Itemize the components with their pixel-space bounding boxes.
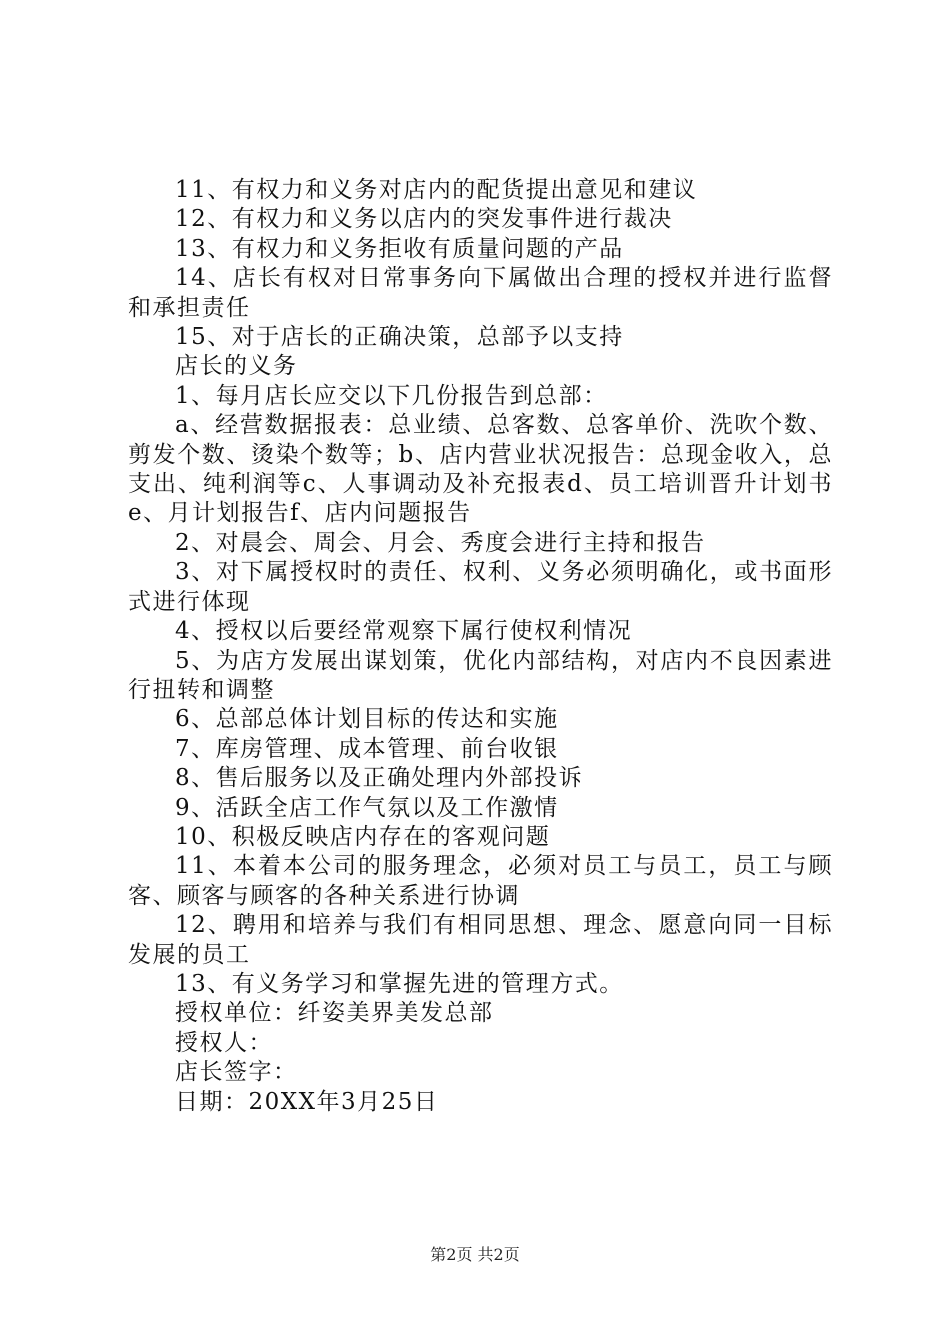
paragraph: 4、授权以后要经常观察下属行使权利情况 bbox=[175, 618, 633, 645]
paragraph: 2、对晨会、周会、月会、秀度会进行主持和报告 bbox=[175, 529, 706, 556]
date-line: 日期：20XX年3月25日 bbox=[175, 1088, 439, 1115]
authorizing-unit: 授权单位：纤姿美界美发总部 bbox=[175, 1000, 494, 1027]
section-heading: 店长的义务 bbox=[175, 353, 298, 380]
authorizer-line: 授权人： bbox=[175, 1029, 273, 1056]
paragraph: 3、对下属授权时的责任、权利、义务必须明确化，或书面形式进行体现 bbox=[128, 559, 833, 615]
paragraph: a、经营数据报表：总业绩、总客数、总客单价、洗吹个数、剪发个数、烫染个数等；b、店内营业状况报告：总现金收入，总支出、纯利润等c、人事调动及补充报表d、员工培训晋升计划书e、月计划报告f、店内问题报告 bbox=[128, 412, 833, 527]
paragraph: 1、每月店长应交以下几份报告到总部： bbox=[175, 382, 608, 409]
paragraph: 12、聘用和培养与我们有相同思想、理念、愿意向同一目标发展的员工 bbox=[128, 912, 833, 968]
paragraph: 8、售后服务以及正确处理内外部投诉 bbox=[175, 765, 584, 792]
paragraph: 13、有义务学习和掌握先进的管理方式。 bbox=[175, 970, 624, 997]
paragraph: 7、库房管理、成本管理、前台收银 bbox=[175, 735, 559, 762]
page-number: 第2页 共2页 bbox=[430, 1245, 520, 1264]
paragraph: 13、有权力和义务拒收有质量问题的产品 bbox=[175, 235, 624, 262]
paragraph: 9、活跃全店工作气氛以及工作激情 bbox=[175, 794, 559, 821]
paragraph: 12、有权力和义务以店内的突发事件进行裁决 bbox=[175, 206, 673, 233]
paragraph: 6、总部总体计划目标的传达和实施 bbox=[175, 706, 559, 733]
document-body bbox=[128, 176, 833, 1117]
paragraph: 11、本着本公司的服务理念，必须对员工与员工，员工与顾客、顾客与顾客的各种关系进行协调 bbox=[128, 853, 833, 909]
paragraph: 15、对于店长的正确决策，总部予以支持 bbox=[175, 324, 624, 351]
paragraph: 14、店长有权对日常事务向下属做出合理的授权并进行监督和承担责任 bbox=[128, 265, 833, 321]
manager-signature-line: 店长签字： bbox=[175, 1059, 298, 1086]
page-footer bbox=[0, 1245, 950, 1265]
paragraph: 5、为店方发展出谋划策，优化内部结构，对店内不良因素进行扭转和调整 bbox=[128, 647, 833, 703]
paragraph: 11、有权力和义务对店内的配货提出意见和建议 bbox=[175, 177, 698, 203]
paragraph: 10、积极反映店内存在的客观问题 bbox=[175, 823, 551, 850]
